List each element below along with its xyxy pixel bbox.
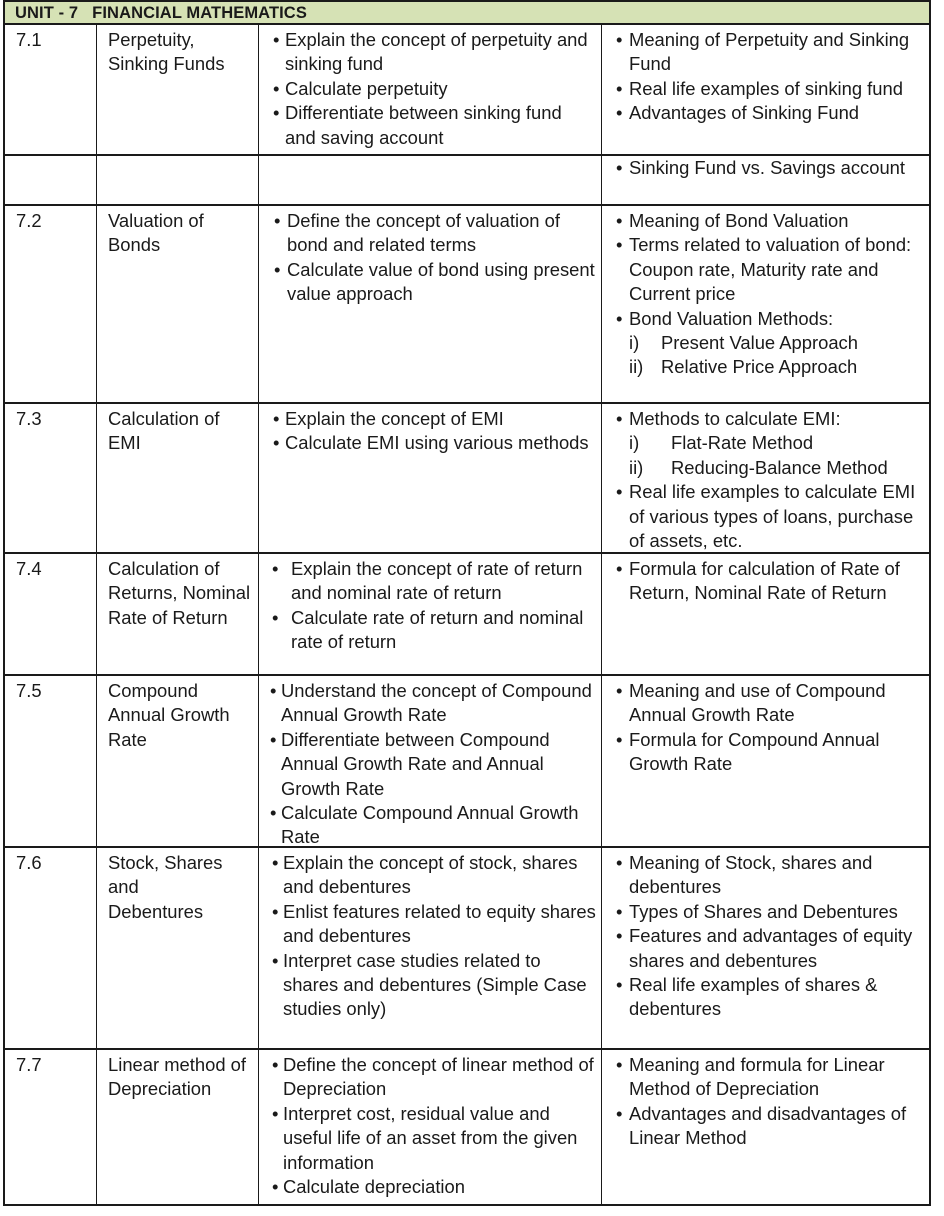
bullet-icon: •	[616, 29, 623, 50]
content-list	[602, 851, 925, 1022]
table-bottom-border	[3, 1204, 931, 1206]
list-item: • Calculate Compound Annual Growth Rate	[270, 802, 579, 848]
list-item: • Define the concept of valuation of bond and related terms	[274, 210, 560, 256]
list-item: • Calculate perpetuity	[259, 77, 597, 101]
topic-cell	[97, 156, 259, 204]
objectives-cell	[259, 206, 602, 402]
list-item: • Formula for Compound Annual Growth Rate	[616, 728, 880, 775]
bullet-icon: •	[272, 606, 279, 628]
objectives-cell	[259, 848, 602, 1048]
bullet-icon: •	[616, 1102, 623, 1124]
list-item: • Sinking Fund vs. Savings account	[602, 156, 925, 180]
list-item: • Calculate rate of return and nominal rate of return	[272, 606, 584, 653]
content-cell	[602, 1050, 929, 1204]
objectives-cell	[259, 554, 602, 674]
row-number: 7.7	[16, 1054, 42, 1075]
objectives-list	[259, 28, 597, 150]
bullet-icon: •	[616, 900, 623, 922]
table-row	[3, 206, 931, 404]
bullet-icon: •	[272, 558, 279, 579]
row-number-cell	[5, 1050, 97, 1204]
bullet-icon: •	[272, 852, 279, 873]
bullet-icon: •	[616, 1054, 623, 1075]
table-row	[3, 848, 931, 1050]
list-item: • Explain the concept of perpetuity and sinking fund	[273, 29, 588, 75]
row-number-cell	[5, 206, 97, 402]
content-cell	[602, 156, 929, 204]
objectives-cell	[259, 156, 602, 204]
objectives-list	[259, 557, 597, 655]
bullet-icon: •	[270, 680, 277, 701]
list-item: • Meaning of Perpetuity and Sinking Fund	[616, 29, 910, 75]
list-item: • Enlist features related to equity shares and debentures	[272, 900, 596, 947]
list-item: • Differentiate between sinking fund and saving account	[273, 102, 562, 148]
row-number-cell	[5, 554, 97, 674]
list-item: • Meaning of Stock, shares and debentures	[616, 852, 873, 898]
objectives-list	[259, 1053, 597, 1199]
content-cell	[602, 554, 929, 674]
list-item: • Define the concept of linear method of Depreciation	[272, 1054, 594, 1100]
row-number: 7.3	[16, 408, 42, 429]
bullet-icon: •	[270, 728, 277, 750]
list-item: • Interpret case studies related to shares and debentures (Simple Case studies only)	[272, 949, 587, 1020]
list-item: • Bond Valuation Methods:	[602, 307, 925, 331]
objectives-list	[259, 407, 597, 456]
topic-cell	[97, 25, 259, 154]
content-cell	[602, 206, 929, 402]
syllabus-document	[3, 0, 935, 1209]
unit-header-title: UNIT - 7 FINANCIAL MATHEMATICS	[15, 4, 307, 22]
content-cell	[602, 25, 929, 154]
list-item: • Types of Shares and Debentures	[602, 900, 925, 924]
bullet-icon: •	[616, 102, 623, 124]
content-list	[602, 156, 925, 180]
bullet-icon: •	[616, 408, 623, 429]
row-number: 7.5	[16, 680, 42, 701]
content-list	[602, 28, 925, 126]
topic-title: Perpetuity, Sinking Funds	[108, 29, 225, 75]
list-item: • Interpret cost, residual value and useful life of an asset from the given information	[272, 1102, 578, 1173]
bullet-icon: •	[616, 157, 623, 178]
table-row	[3, 554, 931, 676]
bullet-icon: •	[616, 307, 623, 329]
bullet-icon: •	[273, 102, 280, 124]
topic-title: Calculation of EMI	[108, 408, 220, 454]
topic-cell	[97, 554, 259, 674]
topic-title: Linear method of Depreciation	[108, 1054, 247, 1100]
row-number: 7.1	[16, 29, 42, 50]
topic-title: Valuation of Bonds	[108, 210, 204, 256]
list-item: • Features and advantages of equity shares and debentures	[616, 925, 913, 971]
bullet-icon: •	[616, 210, 623, 231]
bullet-icon: •	[273, 432, 280, 454]
topic-cell	[97, 404, 259, 552]
bullet-icon: •	[273, 29, 280, 50]
table-row	[3, 404, 931, 554]
topic-title: Compound Annual Growth Rate	[108, 680, 230, 750]
objectives-list	[259, 209, 597, 307]
bullet-icon: •	[272, 1102, 279, 1124]
topic-cell	[97, 676, 259, 846]
objectives-cell	[259, 1050, 602, 1204]
bullet-icon: •	[272, 949, 279, 971]
row-number-cell	[5, 404, 97, 552]
table-row	[3, 676, 931, 848]
list-item: • Explain the concept of rate of return and nominal rate of return	[272, 558, 583, 604]
bullet-icon: •	[616, 481, 623, 503]
bullet-icon: •	[616, 558, 623, 579]
bullet-icon: •	[273, 77, 280, 99]
topic-cell	[97, 206, 259, 402]
bullet-icon: •	[273, 408, 280, 429]
list-item: • Real life examples of sinking fund	[602, 77, 925, 101]
topic-title: Calculation of Returns, Nominal Rate of Return	[108, 558, 251, 628]
list-item: • Explain the concept of EMI	[259, 407, 597, 431]
bullet-icon: •	[616, 680, 623, 701]
bond-terms-text: Coupon rate, Maturity rate and Current price	[629, 258, 879, 305]
list-item: • Real life examples of shares & debentures	[616, 974, 878, 1020]
objectives-cell	[259, 25, 602, 154]
content-cell	[602, 404, 929, 552]
bullet-icon: •	[272, 1054, 279, 1075]
row-number: 7.6	[16, 852, 42, 873]
bullet-icon: •	[616, 728, 623, 750]
list-item: • Formula for calculation of Rate of Return, Nominal Rate of Return	[616, 558, 900, 604]
list-item: • Advantages of Sinking Fund	[602, 101, 925, 125]
bullet-icon: •	[616, 852, 623, 873]
list-item: • Meaning and use of Compound Annual Growth Rate	[616, 680, 886, 726]
bullet-icon: •	[616, 77, 623, 99]
content-list	[602, 1053, 925, 1151]
bullet-icon: •	[616, 925, 623, 947]
objectives-cell	[259, 404, 602, 552]
table-row	[3, 1050, 931, 1204]
list-item: • Meaning and formula for Linear Method of Depreciation	[616, 1054, 885, 1100]
topic-cell	[97, 848, 259, 1048]
list-item: • Calculate EMI using various methods	[259, 431, 597, 455]
table-row	[3, 156, 931, 206]
list-item: • Calculate depreciation	[259, 1175, 597, 1199]
list-item: • Explain the concept of stock, shares and debentures	[272, 852, 578, 898]
content-cell	[602, 676, 929, 846]
sub-item: ii) Relative Price Approach	[629, 356, 858, 378]
list-item: • Real life examples to calculate EMI of various types of loans, purchase of assets, etc.	[616, 481, 916, 552]
content-cell	[602, 848, 929, 1048]
bullet-icon: •	[616, 234, 623, 256]
content-list	[602, 209, 925, 380]
list-item: • Advantages and disadvantages of Linear Method	[616, 1102, 907, 1149]
content-list	[602, 407, 925, 553]
list-item: • Terms related to valuation of bond:	[602, 233, 925, 257]
row-number-cell	[5, 676, 97, 846]
list-item: • Differentiate between Compound Annual Growth Rate and Annual Growth Rate	[270, 728, 550, 799]
row-number: 7.2	[16, 210, 42, 231]
sub-item: ii) Reducing-Balance Method	[629, 456, 888, 478]
sub-item: i) Present Value Approach	[629, 332, 858, 354]
list-item: • Meaning of Bond Valuation	[602, 209, 925, 233]
bullet-icon: •	[616, 974, 623, 996]
row-number-cell	[5, 156, 97, 204]
row-number-cell	[5, 25, 97, 154]
bullet-icon: •	[272, 900, 279, 922]
objectives-list	[259, 679, 599, 850]
bullet-icon: •	[272, 1176, 279, 1198]
row-number-cell	[5, 848, 97, 1048]
bullet-icon: •	[274, 210, 281, 231]
objectives-list	[259, 851, 597, 1022]
list-item: • Understand the concept of Compound Annual Growth Rate	[270, 680, 592, 726]
list-item: • Calculate value of bond using present value approach	[274, 258, 595, 305]
topic-title: Stock, Shares and Debentures	[108, 852, 223, 922]
row-number: 7.4	[16, 558, 42, 579]
content-list	[602, 557, 925, 606]
topic-cell	[97, 1050, 259, 1204]
sub-item: i) Flat-Rate Method	[629, 432, 814, 454]
objectives-cell	[259, 676, 602, 846]
unit-header	[3, 0, 931, 25]
table-row	[3, 25, 931, 156]
bullet-icon: •	[274, 258, 281, 280]
content-list	[602, 679, 925, 777]
bullet-icon: •	[270, 802, 277, 824]
list-item: • Methods to calculate EMI:	[602, 407, 925, 431]
